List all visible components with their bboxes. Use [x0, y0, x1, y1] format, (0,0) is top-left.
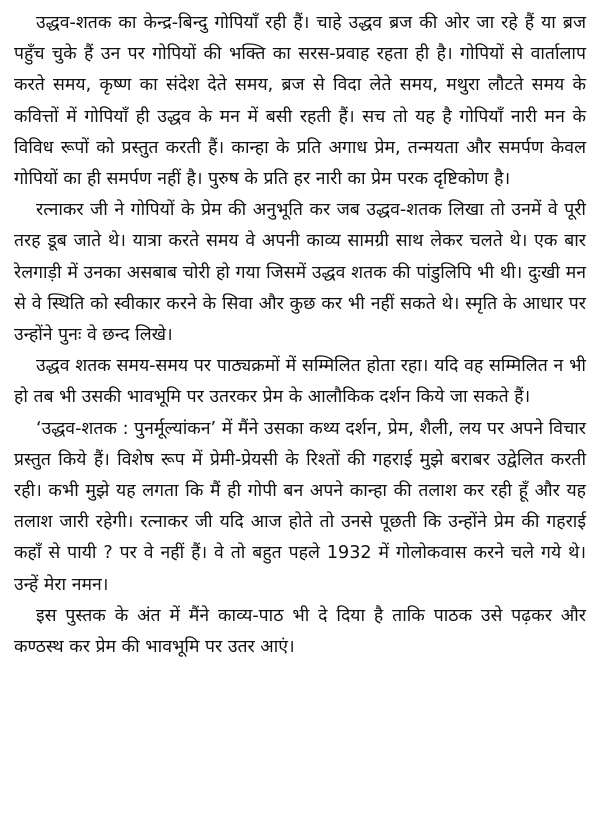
paragraph-gopis-center: उद्धव-शतक का केन्द्र-बिन्दु गोपियाँ रही हैं। चाहे उद्धव ब्रज की ओर जा रहे हैं या ब्रज पहुँच चुके हैं उन पर गोपियों की भक्ति का सरस-प्रवाह रहता ही है। गोपियों से वार्तालाप करते समय, कृष्ण का संदेश देते समय, ब्रज से विदा लेते समय, मथुरा लौटते समय के कवित्तों में गोपियाँ ही उद्धव के मन में बसी रहती हैं। सच तो यह है गोपियाँ नारी मन के विविध रूपों को प्रस्तुत करती हैं। कान्हा के प्रति अगाध प्रेम, तन्मयता और समर्पण केवल गोपियों का ही समर्पण नहीं है। पुरुष के प्रति हर नारी का प्रेम परक दृष्टिकोण है। — [14, 13, 586, 190]
paragraph-ratnakar-manuscript: रत्नाकर जी ने गोपियों के प्रेम की अनुभूति कर जब उद्धव-शतक लिखा तो उनमें वे पूरी तरह डूब जाते थे। यात्रा करते समय वे अपनी काव्य सामग्री साथ लेकर चलते थे। एक बार रेलगाड़ी में उनका असबाब चोरी हो गया जिसमें उद्धव शतक की पांडुलिपि भी थी। दुःखी मन से वे स्थिति को स्वीकार करने के सिवा और कुछ कर भी नहीं सकते थे। स्मृति के आधार पर उन्होंने पुनः वे छन्द लिखे। — [14, 200, 586, 346]
paragraph-syllabus: उद्धव शतक समय-समय पर पाठ्यक्रमों में सम्मिलित होता रहा। यदि वह सम्मिलित न भी हो तब भी उसकी भावभूमि पर उतरकर प्रेम के आलौकिक दर्शन किये जा सकते हैं। — [14, 356, 586, 408]
paragraph-reevaluation: ‘उद्धव-शतक : पुनर्मूल्यांकन’ में मैंने उसका कथ्य दर्शन, प्रेम, शैली, लय पर अपने विचार प्रस्तुत किये हैं। विशेष रूप में प्रेमी-प्रेयसी के रिश्तों की गहराई मुझे बराबर उद्वेलित करती रही। कभी मुझे यह लगता कि मैं ही गोपी बन अपने कान्हा की तलाश कर रही हूँ और यह तलाश जारी रहेगी। रत्नाकर जी यदि आज होते तो उनसे पूछती कि उन्होंने प्रेम की गहराई कहाँ से पायी ? पर वे नहीं हैं। वे तो बहुत पहले 1932 में गोलोकवास करने चले गये थे। उन्हें मेरा नमन। — [14, 418, 586, 595]
paragraph-kavya-path: इस पुस्तक के अंत में मैंने काव्य-पाठ भी दे दिया है ताकि पाठक उसे पढ़कर और कण्ठस्थ कर प्रेम की भावभूमि पर उतर आएं। — [14, 605, 586, 658]
